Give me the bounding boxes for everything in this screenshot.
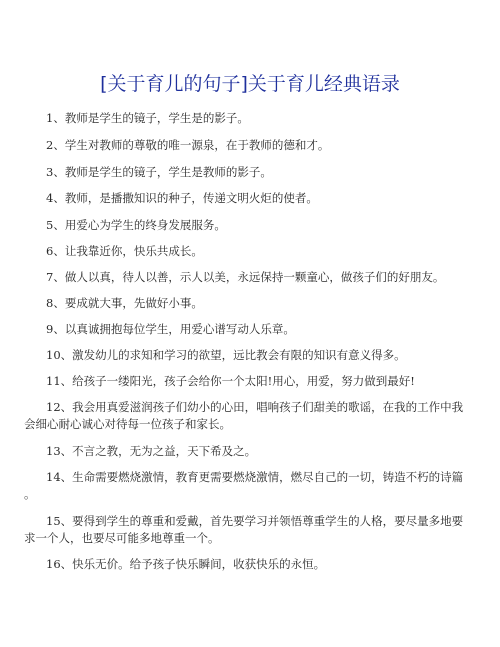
list-item-text: 15、要得到学生的尊重和爱戴，首先要学习并领悟尊重学生的人格，要尽量多地要: [46, 514, 464, 528]
list-item: [46, 269, 466, 286]
list-item-text: 14、生命需要燃烧激情，教育更需要燃烧激情，燃尽自己的一切，铸造不朽的诗篇: [46, 470, 464, 484]
list-item-text: 11、给孩子一缕阳光，孩子会给你一个太阳!用心，用爱，努力做到最好!: [46, 374, 415, 388]
list-item: [24, 469, 466, 503]
list-item: [46, 164, 466, 181]
list-item: [24, 513, 466, 547]
list-item-text: 12、我会用真爱滋润孩子们幼小的心田，唱响孩子们甜美的歌谣，在我的工作中我: [46, 400, 464, 414]
list-item-text: 1、教师是学生的镜子，学生是的影子。: [46, 111, 249, 125]
list-item-text: 9、以真诚拥抱每位学生，用爱心谱写动人乐章。: [46, 322, 295, 336]
document-title: [关于育儿的句子]关于育儿经典语录: [100, 73, 400, 95]
list-item: [46, 137, 466, 154]
list-item: [46, 217, 466, 234]
list-item: [46, 556, 466, 573]
list-item: [46, 347, 466, 364]
list-item-text: 6、让我靠近你，快乐共成长。: [46, 244, 203, 258]
list-item: [46, 443, 466, 460]
list-item: [46, 373, 466, 390]
list-item-text-continued: 。: [24, 487, 36, 501]
list-item: [46, 321, 466, 338]
list-item-text-continued: 求一个人，也要尽可能多地尊重一个。: [24, 531, 220, 545]
list-item-text: 8、要成就大事，先做好小事。: [46, 296, 203, 310]
list-item-text-continued: 会细心耐心诚心对待每一位孩子和家长。: [24, 417, 231, 431]
list-item-text: 3、教师是学生的镜子，学生是教师的影子。: [46, 165, 272, 179]
list-item-text: 7、做人以真，待人以善，示人以美，永远保持一颗童心，做孩子们的好朋友。: [46, 270, 445, 284]
list-item-text: 10、激发幼儿的求知和学习的欲望，远比教会有限的知识有意义得多。: [46, 348, 406, 362]
list-item: [46, 190, 466, 207]
list-item: [46, 243, 466, 260]
list-item-text: 2、学生对教师的尊敬的唯一源泉，在于教师的德和才。: [46, 138, 330, 152]
list-item-text: 5、用爱心为学生的终身发展服务。: [46, 218, 226, 232]
list-item-text: 16、快乐无价。给予孩子快乐瞬间，收获快乐的永恒。: [46, 557, 326, 571]
list-item: [46, 295, 466, 312]
list-item: [24, 399, 466, 433]
list-item-text: 4、教师，是播撒知识的种子，传递文明火炬的使者。: [46, 191, 318, 205]
list-item: [46, 110, 466, 127]
list-item-text: 13、不言之教，无为之益，天下希及之。: [46, 444, 257, 458]
